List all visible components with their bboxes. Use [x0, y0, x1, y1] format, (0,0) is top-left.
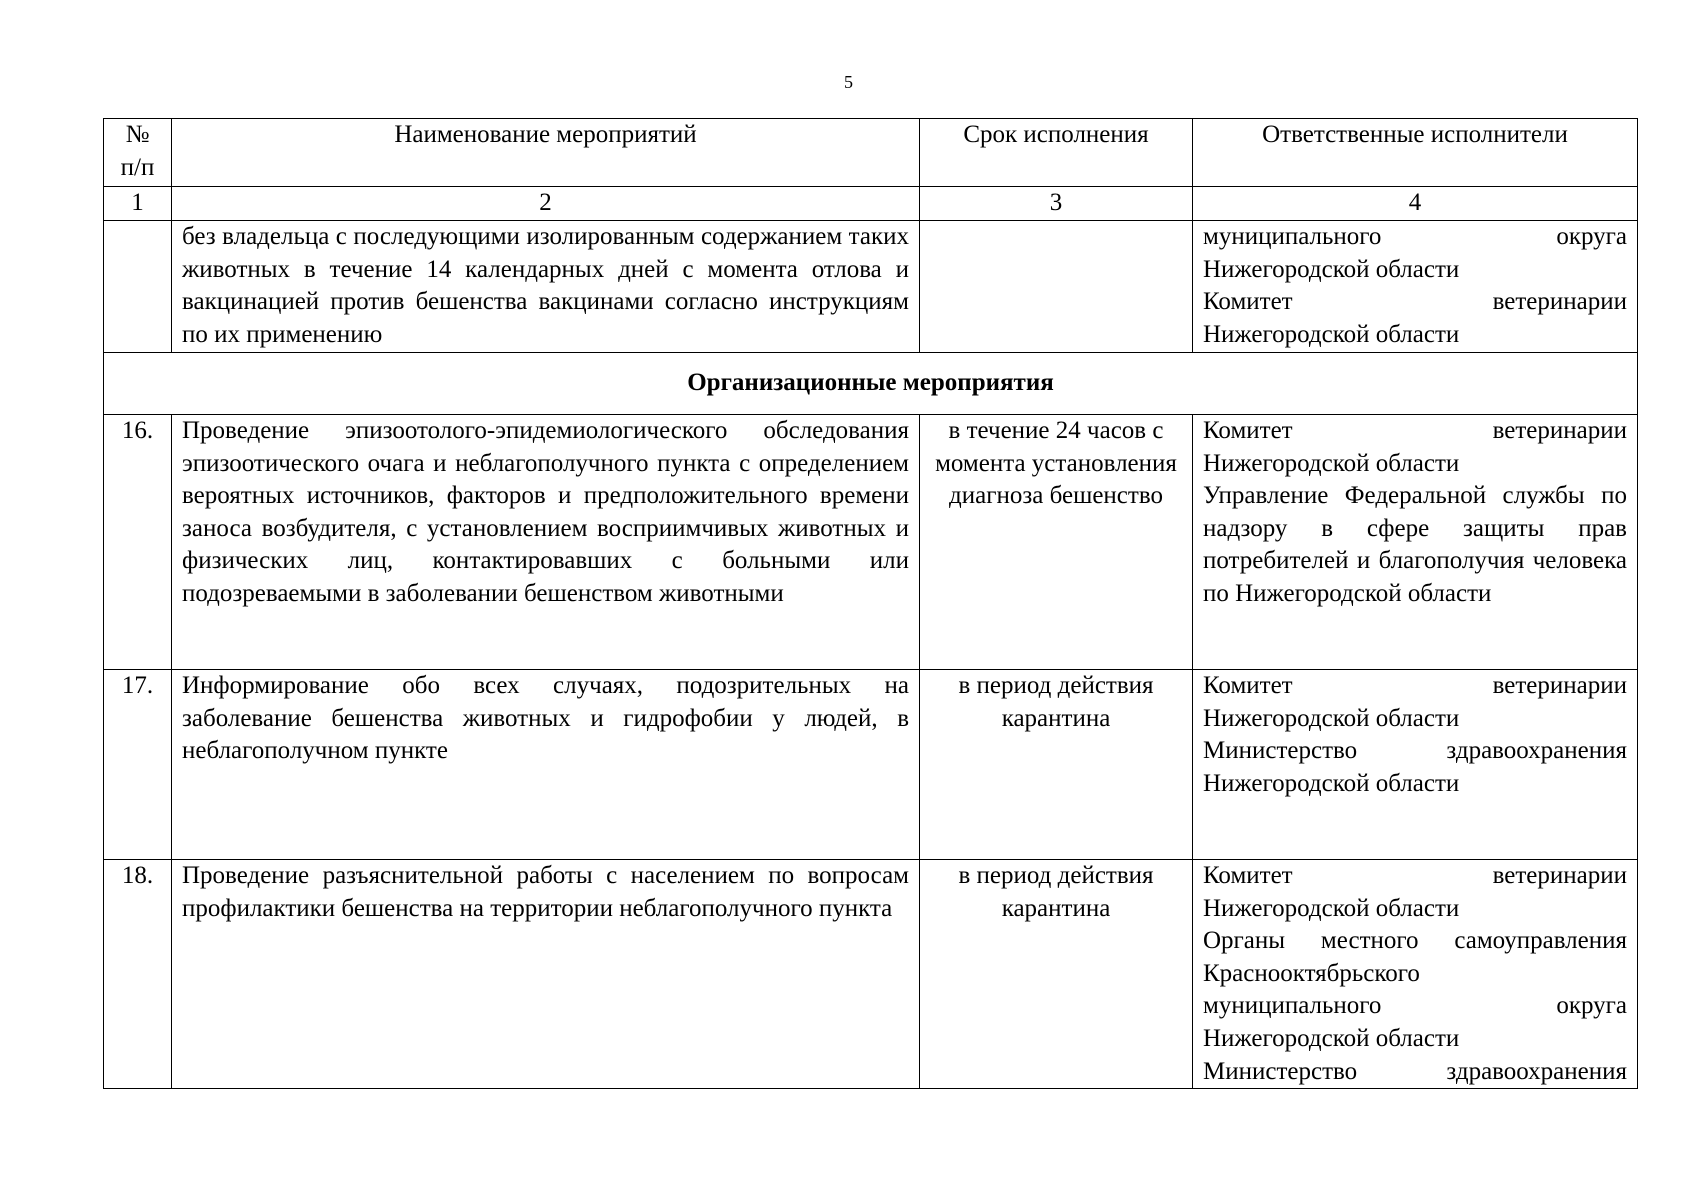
- row-name: Проведение эпизоотолого-эпидемиологического обследования эпизоотического очага и неблагополучного пункта с определением вероятных источников, факторов и предположительного времени заноса возбудителя, с установлением восприимчивых животных и физических лиц, контактировавших с больными или подозреваемыми в заболевании бешенством животными: [172, 415, 920, 670]
- responsible-line: Управление Федеральной службы по надзору в сфере защиты прав потребителей и благополучия человека по Нижегородской области: [1203, 482, 1627, 607]
- row-name: без владельца с последующими изолированным содержанием таких животных в течение 14 календарных дней с момента отлова и вакцинацией против бешенства вакцинами согласно инструкциям по их применению: [172, 221, 920, 353]
- table-row: [104, 670, 1638, 860]
- section-title: Организационные мероприятия: [104, 353, 1638, 415]
- row-number: 18.: [104, 860, 172, 1089]
- row-term: [920, 221, 1193, 353]
- table-row: [104, 415, 1638, 670]
- responsible-line: Министерство здравоохранения: [1203, 737, 1627, 765]
- column-index: 1: [104, 187, 172, 221]
- header-name: Наименование мероприятий: [172, 119, 920, 187]
- responsible-line: муниципального округа: [1203, 992, 1627, 1020]
- responsible-line: Комитет ветеринарии: [1203, 288, 1627, 316]
- responsible-line: Комитет ветеринарии: [1203, 417, 1627, 444]
- table-row: [104, 221, 1638, 353]
- responsible-line: Органы местного самоуправления: [1203, 927, 1627, 955]
- responsible-line: Нижегородской области: [1203, 769, 1460, 797]
- header-term: Срок исполнения: [920, 119, 1193, 187]
- row-responsible: [1193, 670, 1638, 860]
- row-term: в течение 24 часов с момента установления диагноза бешенство: [920, 415, 1193, 670]
- row-number: [104, 221, 172, 353]
- header-number-line: п/п: [120, 153, 155, 181]
- events-table: [103, 118, 1638, 1089]
- responsible-line: Краснооктябрьского: [1203, 959, 1420, 987]
- header-number: [104, 119, 172, 187]
- responsible-line: Министерство здравоохранения: [1203, 1057, 1627, 1085]
- responsible-line: Нижегородской области: [1203, 449, 1460, 477]
- column-index: 3: [920, 187, 1193, 221]
- row-term: в период действия карантина: [920, 670, 1193, 860]
- responsible-line: Нижегородской области: [1203, 894, 1460, 922]
- row-name: Проведение разъяснительной работы с населением по вопросам профилактики бешенства на территории неблагополучного пункта: [172, 860, 920, 1089]
- row-responsible: [1193, 860, 1638, 1089]
- row-term: в период действия карантина: [920, 860, 1193, 1089]
- header-number-line: №: [125, 121, 150, 148]
- table-header-row: [104, 119, 1638, 187]
- responsible-line: Нижегородской области: [1203, 1024, 1460, 1052]
- responsible-line: Нижегородской области: [1203, 704, 1460, 732]
- responsible-line: Нижегородской области: [1203, 255, 1460, 283]
- responsible-line: Нижегородской области: [1203, 320, 1460, 348]
- table-row: [104, 860, 1638, 1089]
- row-number: 17.: [104, 670, 172, 860]
- responsible-line: Комитет ветеринарии: [1203, 672, 1627, 699]
- row-responsible: [1193, 221, 1638, 353]
- row-responsible: [1193, 415, 1638, 670]
- column-index-row: [104, 187, 1638, 221]
- header-responsible: Ответственные исполнители: [1193, 119, 1638, 187]
- row-number: 16.: [104, 415, 172, 670]
- responsible-line: Комитет ветеринарии: [1203, 862, 1627, 889]
- row-name: Информирование обо всех случаях, подозрительных на заболевание бешенства животных и гидрофобии у людей, в неблагополучном пункте: [172, 670, 920, 860]
- column-index: 2: [172, 187, 920, 221]
- page-number: 5: [844, 72, 853, 92]
- responsible-line: муниципального округа: [1203, 223, 1627, 250]
- column-index: 4: [1193, 187, 1638, 221]
- section-row: [104, 353, 1638, 415]
